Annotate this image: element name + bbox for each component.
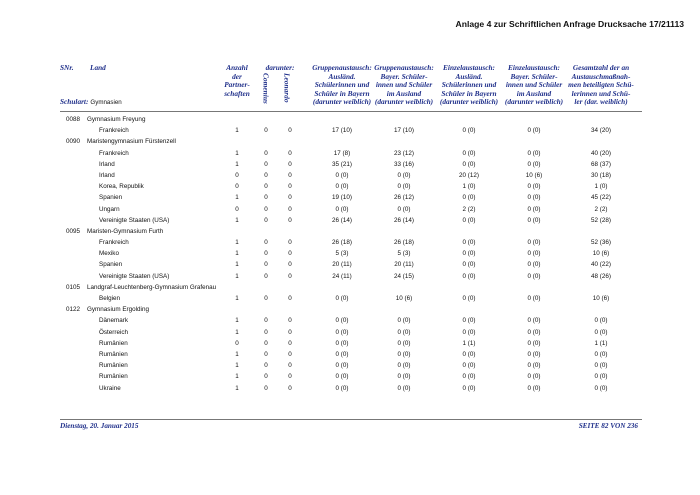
- value-cell-c5: 0 (0): [594, 384, 608, 392]
- value-cell-com: 0: [264, 194, 268, 202]
- value-cell-c1: 35 (21): [332, 160, 352, 168]
- value-cell-com: 0: [264, 373, 268, 381]
- value-cell-anz: 1: [235, 149, 239, 157]
- schulart-label: Schulart:: [60, 97, 89, 106]
- value-cell-c5: 34 (20): [591, 127, 611, 135]
- value-cell-c2: 26 (14): [394, 216, 414, 224]
- value-cell-c3: 0 (0): [462, 373, 476, 381]
- value-cell-anz: 1: [235, 239, 239, 247]
- school-row: [0, 136, 700, 147]
- value-cell-leo: 0: [288, 160, 292, 168]
- value-cell-com: 0: [264, 328, 268, 336]
- value-cell-c5: 10 (6): [592, 295, 610, 302]
- table-row: [0, 215, 700, 226]
- data-table: [0, 114, 700, 394]
- header-col1: Gruppenaustausch: Ausländ. Schülerinnen und Schüler in Bayern (darunter weiblich): [312, 63, 372, 107]
- country-cell: Rumänien: [99, 373, 128, 381]
- value-cell-anz: 1: [235, 127, 239, 135]
- table-row: [0, 204, 700, 215]
- table-row: [0, 248, 700, 259]
- country-cell: Frankreich: [99, 127, 129, 135]
- value-cell-c3: 0 (0): [462, 317, 476, 325]
- value-cell-c3: 0 (0): [462, 250, 476, 258]
- value-cell-c4: 0 (0): [527, 317, 541, 325]
- footer-rule: [60, 419, 642, 420]
- header-col5: Gesamtzahl der an Austauschmaßnah- men beteiligten Schü- lerinnen und Schü- ler (dar. weiblich): [568, 63, 634, 107]
- value-cell-leo: 0: [288, 250, 292, 258]
- schulart: [60, 97, 122, 106]
- value-cell-c1: 26 (18): [332, 239, 352, 247]
- value-cell-c3: 0 (0): [462, 216, 476, 224]
- school-number: 0122: [66, 306, 81, 314]
- value-cell-leo: 0: [288, 373, 292, 381]
- value-cell-c3: 0 (0): [462, 272, 476, 280]
- value-cell-c2: 10 (6): [395, 295, 413, 302]
- value-cell-com: 0: [264, 171, 268, 179]
- value-cell-c4: 10 (6): [525, 171, 543, 179]
- value-cell-c1: 0 (0): [335, 339, 349, 347]
- table-row: [0, 159, 700, 170]
- value-cell-anz: 1: [235, 317, 239, 325]
- value-cell-anz: 1: [235, 160, 239, 168]
- value-cell-c3: 0 (0): [462, 350, 476, 358]
- value-cell-leo: 0: [288, 317, 292, 325]
- value-cell-c5: 40 (22): [591, 261, 611, 269]
- value-cell-leo: 0: [288, 339, 292, 347]
- value-cell-leo: 0: [288, 272, 292, 280]
- value-cell-leo: 0: [288, 362, 292, 370]
- value-cell-c2: 0 (0): [397, 183, 411, 191]
- header-snr: SNr.: [60, 63, 74, 72]
- value-cell-leo: 0: [288, 149, 292, 157]
- country-cell: Mexiko: [99, 250, 119, 258]
- value-cell-c5: 48 (26): [591, 272, 611, 280]
- value-cell-c2: 0 (0): [397, 205, 411, 213]
- value-cell-c2: 5 (3): [397, 250, 411, 258]
- value-cell-com: 0: [264, 160, 268, 168]
- value-cell-c4: 0 (0): [527, 239, 541, 247]
- school-number: 0095: [66, 227, 81, 235]
- value-cell-c3: 20 (12): [459, 171, 479, 179]
- value-cell-leo: 0: [288, 183, 292, 191]
- value-cell-c1: 0 (0): [335, 373, 349, 381]
- value-cell-leo: 0: [288, 384, 292, 392]
- value-cell-c5: 10 (6): [592, 250, 610, 258]
- value-cell-com: 0: [264, 317, 268, 325]
- value-cell-com: 0: [264, 295, 268, 302]
- value-cell-c1: 5 (3): [335, 250, 349, 258]
- country-cell: Dänemark: [99, 317, 129, 325]
- table-row: [0, 349, 700, 360]
- schulart-value: Gymnasien: [90, 99, 122, 106]
- value-cell-c4: 0 (0): [527, 362, 541, 370]
- school-name: Gymnasium Freyung: [87, 116, 146, 123]
- value-cell-c1: 0 (0): [335, 171, 349, 179]
- school-row: [0, 304, 700, 315]
- value-cell-c1: 0 (0): [335, 295, 349, 302]
- value-cell-c2: 23 (12): [394, 149, 414, 157]
- school-name: Maristen-Gymnasium Furth: [87, 227, 164, 235]
- country-cell: Rumänien: [99, 350, 128, 358]
- value-cell-anz: 1: [235, 328, 239, 336]
- value-cell-leo: 0: [288, 350, 292, 358]
- table-row: [0, 360, 700, 371]
- value-cell-c1: 0 (0): [335, 384, 349, 392]
- country-cell: Frankreich: [99, 239, 129, 247]
- table-row: [0, 170, 700, 181]
- school-number: 0088: [66, 116, 81, 123]
- value-cell-com: 0: [264, 183, 268, 191]
- value-cell-c3: 0 (0): [462, 384, 476, 392]
- value-cell-leo: 0: [288, 295, 292, 302]
- header-comenius: Comenius: [261, 73, 271, 104]
- value-cell-c2: 0 (0): [397, 384, 411, 392]
- value-cell-c5: 0 (0): [594, 373, 608, 381]
- value-cell-anz: 1: [235, 362, 239, 370]
- header-col4: Einzelaustausch: Bayer. Schüler- innen und Schüler im Ausland (darunter weiblich): [504, 63, 564, 107]
- value-cell-c5: 1 (0): [594, 183, 608, 191]
- country-cell: Irland: [99, 171, 115, 179]
- value-cell-leo: 0: [288, 194, 292, 202]
- value-cell-c5: 30 (18): [591, 171, 611, 179]
- value-cell-c5: 40 (20): [591, 149, 611, 157]
- value-cell-c2: 33 (16): [394, 160, 414, 168]
- value-cell-c4: 0 (0): [527, 205, 541, 213]
- value-cell-c3: 0 (0): [462, 239, 476, 247]
- value-cell-c4: 0 (0): [527, 216, 541, 224]
- value-cell-anz: 1: [235, 194, 239, 202]
- value-cell-com: 0: [264, 127, 268, 135]
- value-cell-com: 0: [264, 339, 268, 347]
- header-leonardo: Leonardo: [282, 73, 292, 103]
- country-cell: Irland: [99, 160, 115, 168]
- country-cell: Spanien: [99, 261, 123, 269]
- value-cell-c5: 52 (28): [591, 216, 611, 224]
- table-row: [0, 371, 700, 382]
- value-cell-anz: 1: [235, 261, 239, 269]
- footer-date: Dienstag, 20. Januar 2015: [60, 422, 139, 430]
- value-cell-c2: 17 (10): [394, 127, 414, 135]
- table-row: [0, 259, 700, 270]
- school-row: [0, 226, 700, 237]
- country-cell: Belgien: [99, 295, 121, 302]
- country-cell: Korea, Republik: [99, 183, 144, 191]
- value-cell-leo: 0: [288, 328, 292, 336]
- value-cell-anz: 1: [235, 216, 239, 224]
- value-cell-com: 0: [264, 216, 268, 224]
- value-cell-c2: 0 (0): [397, 350, 411, 358]
- school-row: [0, 282, 700, 293]
- school-name: Maristengymnasium Fürstenzell: [87, 138, 176, 146]
- value-cell-c2: 0 (0): [397, 339, 411, 347]
- value-cell-c1: 0 (0): [335, 205, 349, 213]
- value-cell-c3: 0 (0): [462, 362, 476, 370]
- value-cell-leo: 0: [288, 261, 292, 269]
- header-anzahl: Anzahl der Partner- schaften: [224, 63, 250, 98]
- value-cell-c4: 0 (0): [527, 295, 541, 302]
- value-cell-c4: 0 (0): [527, 160, 541, 168]
- value-cell-c4: 0 (0): [527, 250, 541, 258]
- value-cell-c5: 0 (0): [594, 317, 608, 325]
- value-cell-com: 0: [264, 362, 268, 370]
- value-cell-c4: 0 (0): [527, 328, 541, 336]
- value-cell-c3: 0 (0): [462, 149, 476, 157]
- value-cell-c2: 24 (15): [394, 272, 414, 280]
- value-cell-c4: 0 (0): [527, 261, 541, 269]
- table-row: [0, 192, 700, 203]
- value-cell-c1: 0 (0): [335, 362, 349, 370]
- country-cell: Rumänien: [99, 339, 128, 347]
- value-cell-c4: 0 (0): [527, 183, 541, 191]
- value-cell-leo: 0: [288, 127, 292, 135]
- value-cell-c5: 0 (0): [594, 350, 608, 358]
- value-cell-c3: 0 (0): [462, 295, 476, 302]
- table-row: [0, 293, 700, 304]
- value-cell-c5: 68 (37): [591, 160, 611, 168]
- value-cell-c1: 0 (0): [335, 350, 349, 358]
- value-cell-c2: 0 (0): [397, 317, 411, 325]
- country-cell: Vereinigte Staaten (USA): [99, 272, 170, 280]
- school-name: Landgraf-Leuchtenberg-Gymnasium Grafenau: [87, 283, 217, 291]
- value-cell-anz: 1: [235, 295, 239, 302]
- value-cell-leo: 0: [288, 171, 292, 179]
- value-cell-anz: 0: [235, 183, 239, 191]
- school-row: [0, 114, 700, 125]
- table-row: [0, 148, 700, 159]
- value-cell-c2: 0 (0): [397, 328, 411, 336]
- value-cell-leo: 0: [288, 216, 292, 224]
- value-cell-c5: 45 (22): [591, 194, 611, 202]
- value-cell-com: 0: [264, 272, 268, 280]
- header-col2: Gruppenaustausch: Bayer. Schüler- innen und Schüler im Ausland (darunter weiblich): [374, 63, 434, 107]
- value-cell-c3: 2 (2): [462, 205, 476, 213]
- value-cell-c5: 0 (0): [594, 362, 608, 370]
- value-cell-c4: 0 (0): [527, 384, 541, 392]
- value-cell-c1: 19 (10): [332, 194, 352, 202]
- document-reference: Anlage 4 zur Schriftlichen Anfrage Drucksache 17/21113: [455, 19, 684, 29]
- value-cell-com: 0: [264, 250, 268, 258]
- value-cell-c4: 0 (0): [527, 339, 541, 347]
- value-cell-anz: 1: [235, 272, 239, 280]
- school-name: Gymnasium Ergolding: [87, 306, 149, 314]
- value-cell-c1: 0 (0): [335, 328, 349, 336]
- footer-page: SEITE 82 VON 236: [578, 422, 638, 430]
- value-cell-c5: 2 (2): [594, 205, 608, 213]
- value-cell-anz: 0: [235, 339, 239, 347]
- table-row: [0, 315, 700, 326]
- value-cell-c1: 26 (14): [332, 216, 352, 224]
- value-cell-c5: 1 (1): [594, 339, 608, 347]
- table-row: [0, 237, 700, 248]
- value-cell-anz: 1: [235, 384, 239, 392]
- header-rule: [60, 111, 642, 112]
- value-cell-c3: 0 (0): [462, 194, 476, 202]
- value-cell-c4: 0 (0): [527, 149, 541, 157]
- value-cell-c5: 0 (0): [594, 328, 608, 336]
- value-cell-com: 0: [264, 384, 268, 392]
- value-cell-anz: 1: [235, 373, 239, 381]
- value-cell-c1: 0 (0): [335, 183, 349, 191]
- header-land: Land: [90, 63, 106, 72]
- value-cell-c1: 0 (0): [335, 317, 349, 325]
- country-cell: Frankreich: [99, 149, 129, 157]
- value-cell-com: 0: [264, 205, 268, 213]
- value-cell-c2: 20 (11): [394, 261, 414, 269]
- table-row: [0, 271, 700, 282]
- value-cell-c4: 0 (0): [527, 272, 541, 280]
- value-cell-c3: 0 (0): [462, 261, 476, 269]
- table-row: [0, 181, 700, 192]
- school-number: 0090: [66, 138, 81, 146]
- value-cell-leo: 0: [288, 205, 292, 213]
- value-cell-c2: 26 (18): [394, 239, 414, 247]
- value-cell-c5: 52 (36): [591, 239, 611, 247]
- value-cell-anz: 0: [235, 171, 239, 179]
- table-row: [0, 125, 700, 136]
- value-cell-com: 0: [264, 261, 268, 269]
- value-cell-c2: 0 (0): [397, 373, 411, 381]
- country-cell: Österreich: [99, 328, 129, 336]
- value-cell-c3: 0 (0): [462, 160, 476, 168]
- value-cell-c3: 1 (0): [462, 183, 476, 191]
- value-cell-com: 0: [264, 350, 268, 358]
- value-cell-c1: 17 (8): [333, 149, 351, 157]
- table-row: [0, 383, 700, 394]
- value-cell-anz: 1: [235, 350, 239, 358]
- value-cell-c4: 0 (0): [527, 194, 541, 202]
- value-cell-anz: 1: [235, 250, 239, 258]
- country-cell: Rumänien: [99, 362, 128, 370]
- value-cell-com: 0: [264, 149, 268, 157]
- value-cell-c2: 0 (0): [397, 362, 411, 370]
- table-row: [0, 327, 700, 338]
- table-row: [0, 338, 700, 349]
- value-cell-c4: 0 (0): [527, 350, 541, 358]
- value-cell-com: 0: [264, 239, 268, 247]
- value-cell-c4: 0 (0): [527, 127, 541, 135]
- value-cell-c3: 0 (0): [462, 328, 476, 336]
- value-cell-anz: 0: [235, 205, 239, 213]
- country-cell: Spanien: [99, 194, 123, 202]
- value-cell-c1: 24 (11): [332, 272, 352, 280]
- header-darunter: darunter:: [265, 63, 295, 72]
- value-cell-c1: 17 (10): [332, 127, 352, 135]
- school-number: 0105: [66, 283, 81, 291]
- value-cell-c4: 0 (0): [527, 373, 541, 381]
- country-cell: Vereinigte Staaten (USA): [99, 216, 170, 224]
- value-cell-leo: 0: [288, 239, 292, 247]
- value-cell-c2: 26 (12): [394, 194, 414, 202]
- country-cell: Ungarn: [99, 205, 120, 213]
- country-cell: Ukraine: [99, 384, 121, 392]
- value-cell-c3: 0 (0): [462, 127, 476, 135]
- value-cell-c3: 1 (1): [462, 339, 476, 347]
- value-cell-c1: 20 (11): [332, 261, 352, 269]
- value-cell-c2: 0 (0): [397, 171, 411, 179]
- header-col3: Einzelaustausch: Ausländ. Schülerinnen und Schüler in Bayern (darunter weiblich): [439, 63, 499, 107]
